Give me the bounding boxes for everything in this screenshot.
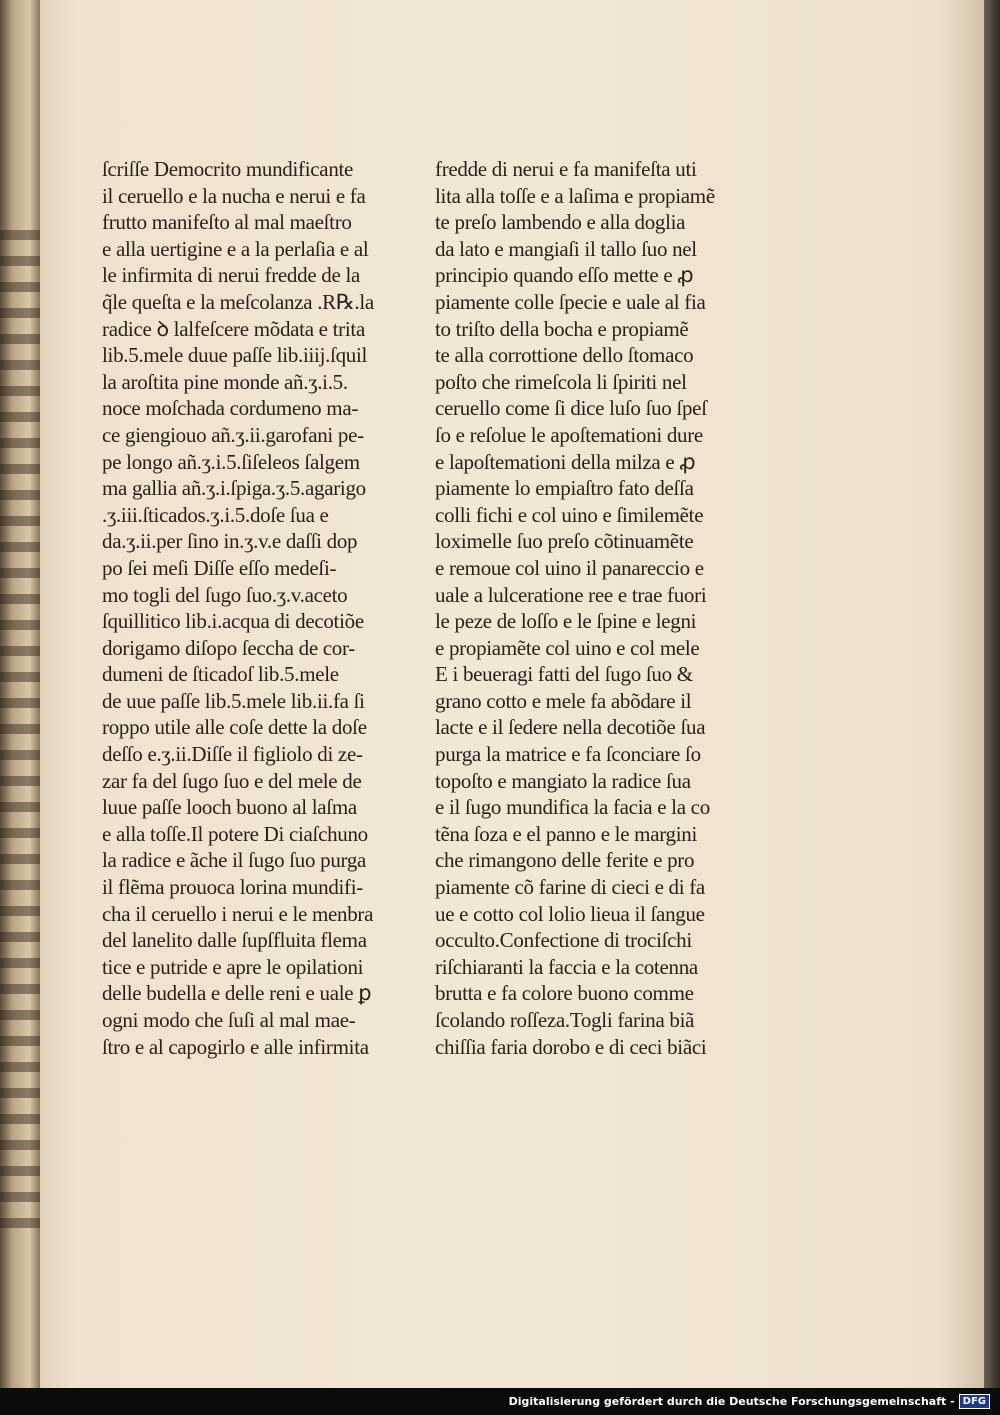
text-line: ce giengiouo añ.ʒ.ii.garofani pe-: [102, 422, 364, 447]
text-line: frutto manifeſto al mal maeſtro: [102, 210, 352, 235]
text-line: che rimangono delle ferite e pro: [435, 848, 695, 873]
text-line: cha il ceruello i nerui e le menbra: [102, 901, 374, 926]
text-line: te preſo lambendo e alla doglia: [435, 210, 686, 235]
text-line: piamente cõ farine di cieci e di fa: [435, 875, 705, 900]
text-line: loximelle ſuo preſo cõtinuamẽte: [435, 529, 694, 554]
text-line: delle budella e delle reni e uale ꝑ: [102, 981, 372, 1006]
text-line: grano cotto e mele fa abõdare il: [435, 688, 692, 713]
text-line: zar fa del ſugo ſuo e del mele de: [102, 768, 362, 793]
text-line: radice ꝺ lalfeſcere mõdata e trita: [102, 316, 365, 341]
text-line: purga la matrice e fa ſconciare ſo: [435, 742, 701, 767]
text-line: e il ſugo mundifica la facia e la co: [435, 795, 710, 820]
page-edge-right: [984, 0, 1000, 1388]
text-line: ſo e reſolue le apoſtemationi dure: [435, 422, 703, 447]
left-text-column: [102, 156, 374, 1060]
text-line: piamente colle ſpecie e uale al fia: [435, 289, 706, 314]
text-line: le infirmita di nerui fredde de la: [102, 263, 361, 288]
text-line: la aroſtita pine monde añ.ʒ.i.5.: [102, 369, 348, 394]
text-line: del lanelito dalle ſupſfluita flema: [102, 928, 367, 953]
text-line: dorigamo diſopo ſeccha de cor-: [102, 635, 355, 660]
text-line: de uue paſſe lib.5.mele lib.ii.fa ſi: [102, 688, 365, 713]
right-text-column: [435, 156, 715, 1060]
digitization-footer: [0, 1388, 1000, 1415]
text-line: te alla corrottione dello ſtomaco: [435, 343, 694, 368]
text-line: poſto che rimeſcola li ſpiriti nel: [435, 369, 687, 394]
text-line: lib.5.mele duue paſſe lib.iiij.ſquil: [102, 343, 368, 368]
text-line: roppo utile alle coſe dette la doſe: [102, 715, 367, 740]
text-line: lita alla toſſe e a laſima e propiamẽ: [435, 183, 715, 208]
text-line: e alla uertigine e a la perlaſia e al: [102, 236, 369, 261]
text-line: dumeni de ſticadoſ lib.5.mele: [102, 662, 339, 687]
text-line: mo togli del ſugo ſuo.ʒ.v.aceto: [102, 582, 348, 607]
text-line: le peze de loſſo e le ſpine e legni: [435, 609, 697, 634]
text-line: piamente lo empiaſtro fato deſſa: [435, 476, 694, 501]
text-line: to triſto della bocha e propiamẽ: [435, 316, 689, 341]
text-line: .ʒ.iii.ſticados.ʒ.i.5.doſe ſua e: [102, 502, 329, 527]
text-line: ſquillitico lib.i.acqua di decotiõe: [102, 609, 364, 634]
text-line: ogni modo che ſuſi al mal mae-: [102, 1008, 356, 1032]
text-line: ma gallia añ.ʒ.i.ſpiga.ʒ.5.agarigo: [102, 476, 366, 501]
facing-page-text: [0, 230, 40, 1230]
text-line: e alla toſſe.Il potere Di ciaſchuno: [102, 821, 368, 846]
text-line: il ceruello e la nucha e nerui e fa: [102, 183, 366, 208]
text-line: da.ʒ.ii.per ſino in.ʒ.v.e daſſi dop: [102, 529, 358, 554]
text-line: lacte e il ſedere nella decotiõe ſua: [435, 715, 706, 740]
footer-credit: Digitalisierung gefördert durch die Deutsche Forschungsgemeinschaft -: [508, 1395, 955, 1408]
text-line: brutta e fa colore buono comme: [435, 981, 694, 1006]
text-line: q̃le queſta e la meſcolanza .R℞.la: [102, 289, 374, 314]
text-line: tice e putride e apre le opilationi: [102, 954, 364, 979]
text-line: ue e cotto col lolio lieua il ſangue: [435, 901, 705, 926]
text-line: principio quando eſſo mette e ꝓ: [435, 263, 694, 288]
dfg-logo: DFG: [959, 1394, 990, 1409]
text-line: E i beueragi fatti del ſugo ſuo &: [435, 662, 693, 687]
facing-page-edge: [0, 0, 42, 1388]
text-line: e propiamẽte col uino e col mele: [435, 635, 700, 660]
text-line: il flẽma prouoca lorina mundifi-: [102, 875, 363, 900]
text-line: deſſo e.ʒ.ii.Diſſe il figliolo di ze-: [102, 742, 363, 767]
text-line: da lato e mangiaſi il tallo ſuo nel: [435, 236, 697, 261]
text-line: fredde di nerui e fa manifeſta uti: [435, 157, 697, 181]
text-line: luue paſſe looch buono al laſma: [102, 795, 357, 820]
text-line: occulto.Confectione di trociſchi: [435, 928, 692, 953]
text-line: e remoue col uino il panareccio e: [435, 555, 704, 580]
text-line: tẽna ſoza e el panno e le margini: [435, 821, 698, 846]
text-line: ſcolando roſſeza.Togli farina biã: [435, 1008, 695, 1032]
text-line: chiſſia faria dorobo e di ceci biãci: [435, 1034, 707, 1059]
text-line: uale a lulceratione ree e trae fuori: [435, 582, 707, 607]
text-line: ſtro e al capogirlo e alle infirmita: [102, 1034, 369, 1059]
text-line: noce moſchada cordumeno ma-: [102, 396, 359, 421]
text-line: colli fichi e col uino e ſimilemẽte: [435, 502, 704, 527]
text-line: po ſei meſi Diſſe eſſo medeſi-: [102, 555, 337, 580]
text-line: la radice e ãche il ſugo ſuo purga: [102, 848, 367, 873]
text-line: riſchiaranti la faccia e la cotenna: [435, 954, 698, 979]
text-line: pe longo añ.ʒ.i.5.ſiſeleos ſalgem: [102, 449, 360, 474]
text-line: ſcriſſe Democrito mundificante: [102, 157, 354, 181]
text-line: e lapoſtemationi della milza e ꝓ: [435, 449, 696, 474]
text-line: ceruello come ſi dice luſo ſuo ſpeſ: [435, 396, 707, 421]
text-line: topoſto e mangiato la radice ſua: [435, 768, 691, 793]
